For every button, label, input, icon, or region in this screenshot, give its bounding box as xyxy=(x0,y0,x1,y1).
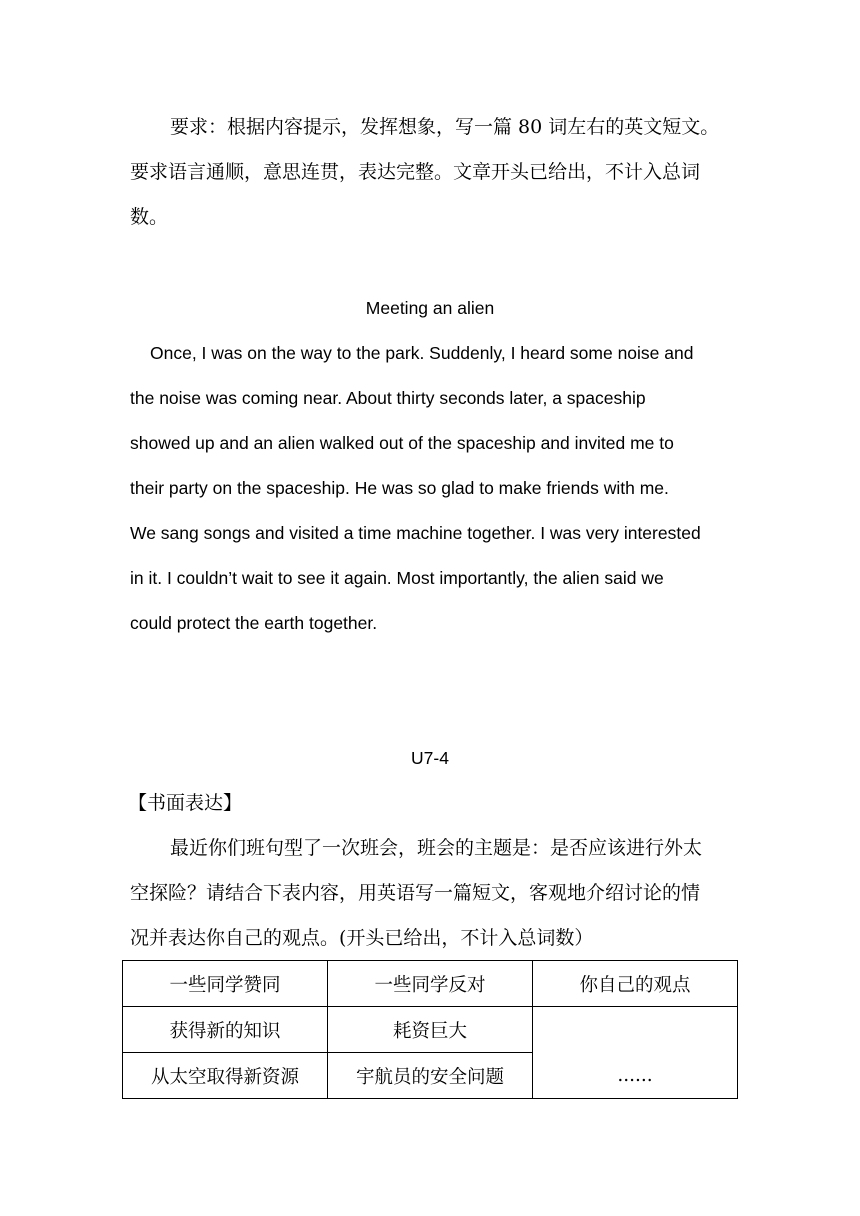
table-cell: 宇航员的安全问题 xyxy=(328,1053,533,1099)
essay-line-6: in it. I couldn’t wait to see it again. Most importantly, the alien said we xyxy=(130,568,664,588)
table-row xyxy=(123,1007,738,1053)
prompt-line-2: 空探险？请结合下表内容，用英语写一篇短文，客观地介绍讨论的情 xyxy=(130,882,701,904)
essay-line-4: their party on the spaceship. He was so glad to make friends with me. xyxy=(130,478,669,498)
essay-line-3: showed up and an alien walked out of the spaceship and invited me to xyxy=(130,433,674,453)
essay-line-1: Once, I was on the way to the park. Suddenly, I heard some noise and xyxy=(150,343,694,363)
section-heading: 【书面表达】 xyxy=(128,792,243,814)
prompt-line-1: 最近你们班句型了一次班会，班会的主题是：是否应该进行外太 xyxy=(170,837,703,859)
unit-label: U7-4 xyxy=(411,748,449,768)
header-agree: 一些同学赞同 xyxy=(123,961,328,1007)
requirement-line-2: 要求语言通顺，意思连贯，表达完整。文章开头已给出，不计入总词 xyxy=(130,161,701,183)
essay-line-7: could protect the earth together. xyxy=(130,613,378,633)
table-cell: 耗资巨大 xyxy=(328,1007,533,1053)
prompt-line-3: 况并表达你自己的观点。(开头已给出，不计入总词数） xyxy=(130,927,594,949)
table-cell: 从太空取得新资源 xyxy=(123,1053,328,1099)
opinion-table xyxy=(122,960,738,1099)
essay-title: Meeting an alien xyxy=(365,298,495,318)
table-header-row xyxy=(123,961,738,1007)
header-oppose: 一些同学反对 xyxy=(328,961,533,1007)
requirement-line-3: 数。 xyxy=(130,206,169,228)
table-cell: 获得新的知识 xyxy=(123,1007,328,1053)
own-opinion-cell: ...... xyxy=(533,1007,738,1099)
essay-line-5: We sang songs and visited a time machine together. I was very interested xyxy=(130,523,701,543)
header-own-opinion: 你自己的观点 xyxy=(533,961,738,1007)
essay-line-2: the noise was coming near. About thirty seconds later, a spaceship xyxy=(130,388,646,408)
requirement-line-1: 要求：根据内容提示，发挥想象，写一篇 80 词左右的英文短文。 xyxy=(170,116,720,138)
